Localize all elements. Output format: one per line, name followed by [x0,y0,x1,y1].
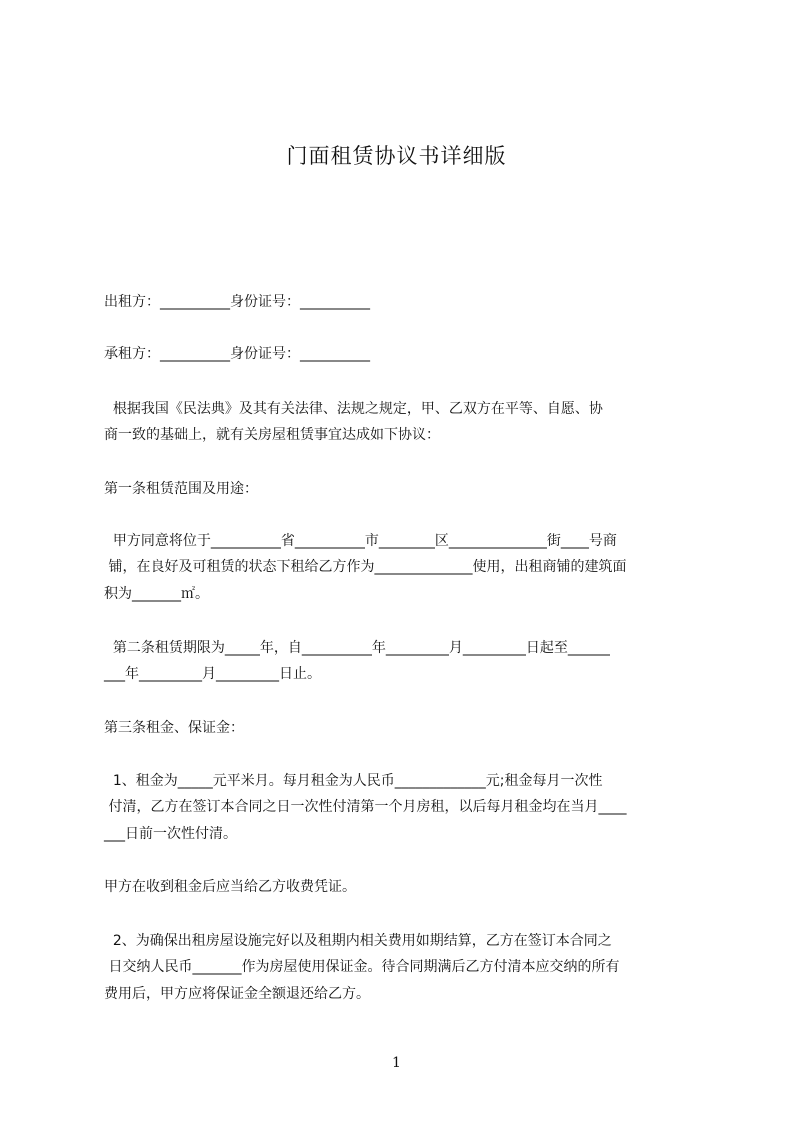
article2-line-2: ___年_________月_________日止。 [104,666,321,682]
article1-line-1: 甲方同意将位于__________省__________市________区______________街____号商 [104,533,617,549]
article2-line-1: 第二条租赁期限为_____年，自__________年_________月_________日起至______ [104,640,610,656]
article1-heading: 第一条租赁范围及用途： [104,481,258,497]
clause1-line-3: ___日前一次性付清。 [104,826,237,842]
clause2-line-2: 日交纳人民币_______作为房屋使用保证金。待合同期满后乙方付清本应交纳的所有 [104,959,620,975]
lessee-line: 承租方：__________身份证号：__________ [104,346,370,362]
receipt-line: 甲方在收到租金后应当给乙方收费凭证。 [104,879,356,895]
clause2-line-3: 费用后，甲方应将保证金全额退还给乙方。 [104,986,370,1002]
preamble-line-2: 商一致的基础上，就有关房屋租赁事宜达成如下协议： [104,427,440,443]
document-title: 门面租赁协议书详细版 [286,144,507,168]
article1-line-3: 积为_______㎡。 [104,586,209,602]
page-number: 1 [392,1055,401,1071]
lessor-line: 出租方：__________身份证号：__________ [104,294,370,310]
clause1-line-2: 付清，乙方在签订本合同之日一次性付清第一个月房租，以后每月租金均在当月____ [104,799,627,815]
clause1-line-1: 1、租金为_____元平米月。每月租金为人民币_____________元;租金每月一次性 [104,773,603,789]
preamble-line-1: 根据我国《民法典》及其有关法律、法规之规定，甲、乙双方在平等、自愿、协 [104,401,603,417]
article3-heading: 第三条租金、保证金： [104,720,244,736]
clause2-line-1: 2、为确保出租房屋设施完好以及租期内相关费用如期结算，乙方在签订本合同之 [104,933,612,949]
article1-line-2: 铺，在良好及可租赁的状态下租给乙方作为______________使用，出租商铺的建筑面 [104,559,627,575]
